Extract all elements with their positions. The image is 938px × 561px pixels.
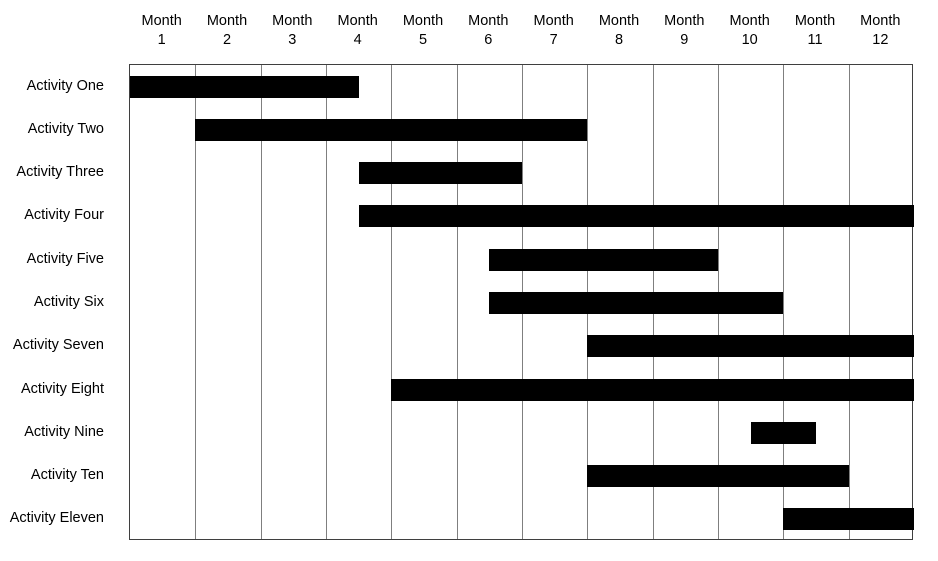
month-header-word: Month [206,13,248,29]
month-header-word: Month [468,13,509,29]
activity-label: Activity Seven [12,337,104,354]
gantt-bar [783,508,914,530]
month-header-1 [129,12,194,50]
gantt-bar [130,76,359,98]
activity-label: Activity Eleven [9,510,104,527]
month-header-11 [782,12,847,50]
activity-label: Activity Ten [30,467,104,484]
gantt-bar [587,335,914,357]
month-header-word: Month [598,13,640,29]
activity-label-column [0,0,122,561]
gantt-bar [751,422,816,444]
activity-label: Activity Three [16,164,104,181]
gantt-bar [359,205,914,227]
month-header-3 [260,12,325,50]
activity-label: Activity Two [27,120,104,137]
activity-label: Activity Four [24,207,104,224]
month-header-number: 12 [872,32,889,48]
month-header-number: 3 [288,32,297,48]
gantt-bar [489,249,718,271]
month-header-number: 6 [484,32,493,48]
month-header-number: 1 [157,32,166,48]
month-header-word: Month [794,13,836,29]
gantt-bar [391,379,914,401]
month-header-4 [325,12,390,50]
activity-label: Activity Six [33,294,104,310]
month-header-8 [586,12,651,50]
month-header-word: Month [337,13,378,29]
activity-label: Activity Eight [21,380,104,397]
month-header-12 [848,12,913,50]
month-header-word: Month [533,13,574,29]
month-header-5 [390,12,455,50]
month-header-number: 2 [222,32,232,48]
month-header-9 [652,12,717,50]
month-header-number: 11 [807,32,823,48]
activity-label: Activity Nine [24,423,104,440]
month-header-6 [456,12,521,50]
gantt-bar [359,162,522,184]
month-header-word: Month [141,13,182,29]
activity-label: Activity One [26,77,104,94]
month-header-word: Month [860,13,901,29]
month-header-number: 5 [418,32,428,48]
gantt-bar [587,465,848,487]
month-header-word: Month [402,13,444,29]
gridline-vertical [849,65,850,539]
month-header-number: 7 [549,32,558,48]
month-header-word: Month [729,13,770,29]
month-header-number: 4 [353,32,362,48]
month-header-word: Month [664,13,705,29]
activity-label: Activity Five [26,250,104,267]
gantt-bar [195,119,587,141]
month-header-7 [521,12,586,50]
month-header-number: 8 [614,32,624,48]
month-header-2 [194,12,259,50]
chart-plot-area [129,64,913,540]
month-header-row [0,0,938,64]
gantt-bar [489,292,783,314]
month-header-number: 10 [741,32,758,48]
month-header-word: Month [272,13,313,29]
month-header-10 [717,12,782,50]
month-header-number: 9 [680,32,689,48]
